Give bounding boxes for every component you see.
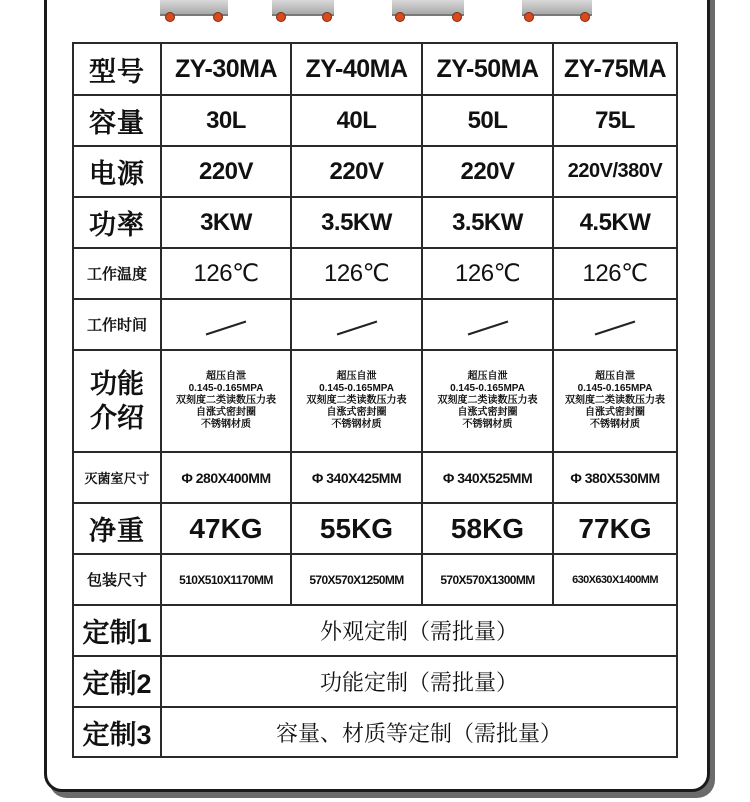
function-line: 双刻度二类读数压力表 [176, 395, 276, 406]
label-function [73, 350, 161, 452]
label-model: 型号 [73, 43, 161, 95]
work-time-4 [553, 299, 677, 350]
power-supply-3: 220V [422, 146, 553, 197]
dash-icon [336, 320, 377, 335]
row-chamber-size [73, 452, 677, 503]
row-model [73, 43, 677, 95]
wheel-icon [165, 12, 175, 22]
chamber-size-1: Φ 280X400MM [161, 452, 291, 503]
function-2 [291, 350, 422, 452]
capacity-4: 75L [553, 95, 677, 146]
wheel-icon [276, 12, 286, 22]
model-1: ZY-30MA [161, 43, 291, 95]
custom-1-text: 外观定制（需批量） [161, 605, 677, 656]
function-line: 自涨式密封圈 [457, 407, 518, 418]
power-1: 3KW [161, 197, 291, 248]
function-line: 双刻度二类读数压力表 [437, 395, 538, 406]
power-supply-1: 220V [161, 146, 291, 197]
capacity-1: 30L [161, 95, 291, 146]
chamber-size-2: Φ 340X425MM [291, 452, 422, 503]
custom-2-text: 功能定制（需批量） [161, 656, 677, 707]
work-temp-1: 126℃ [161, 248, 291, 299]
function-line: 超压自泄 [467, 371, 508, 382]
function-line: 超压自泄 [595, 371, 635, 382]
custom-3-text: 容量、材质等定制（需批量） [161, 707, 677, 757]
capacity-3: 50L [422, 95, 553, 146]
chamber-size-3: Φ 340X525MM [422, 452, 553, 503]
model-4: ZY-75MA [553, 43, 677, 95]
function-3 [422, 350, 553, 452]
label-net-weight: 净重 [73, 503, 161, 554]
wheel-icon [580, 12, 590, 22]
work-time-2 [291, 299, 422, 350]
function-line: 双刻度二类读数压力表 [306, 395, 407, 406]
function-line: 自涨式密封圈 [585, 407, 645, 418]
capacity-2: 40L [291, 95, 422, 146]
label-package-size: 包装尺寸 [73, 554, 161, 605]
label-capacity: 容量 [73, 95, 161, 146]
power-supply-4: 220V/380V [553, 146, 677, 197]
function-line: 不锈钢材质 [331, 419, 382, 430]
function-line: 不锈钢材质 [462, 419, 513, 430]
row-work-temp [73, 248, 677, 299]
package-size-2: 570X570X1250MM [291, 554, 422, 605]
work-time-1 [161, 299, 291, 350]
chamber-size-4: Φ 380X530MM [553, 452, 677, 503]
label-function-line1: 功能 [90, 369, 144, 399]
function-text [423, 371, 552, 431]
dash-icon [595, 320, 636, 335]
wheel-icon [322, 12, 332, 22]
function-line: 0.145-0.165MPA [577, 383, 653, 394]
spec-table [72, 42, 678, 758]
work-temp-4: 126℃ [553, 248, 677, 299]
power-2: 3.5KW [291, 197, 422, 248]
package-size-3: 570X570X1300MM [422, 554, 553, 605]
function-text [292, 371, 421, 431]
function-1 [161, 350, 291, 452]
row-custom-2 [73, 656, 677, 707]
model-3: ZY-50MA [422, 43, 553, 95]
label-chamber-size: 灭菌室尺寸 [73, 452, 161, 503]
function-line: 不锈钢材质 [201, 419, 251, 430]
power-supply-2: 220V [291, 146, 422, 197]
net-weight-3: 58KG [422, 503, 553, 554]
label-custom-1: 定制1 [73, 605, 161, 656]
label-function-line2: 介绍 [90, 403, 144, 433]
power-3: 3.5KW [422, 197, 553, 248]
dash-icon [467, 320, 508, 335]
wheel-icon [395, 12, 405, 22]
row-work-time [73, 299, 677, 350]
model-2: ZY-40MA [291, 43, 422, 95]
wheel-icon [524, 12, 534, 22]
label-power: 功率 [73, 197, 161, 248]
label-work-time: 工作时间 [73, 299, 161, 350]
row-power-supply [73, 146, 677, 197]
dash-icon [206, 320, 247, 335]
work-time-3 [422, 299, 553, 350]
row-function [73, 350, 677, 452]
row-net-weight [73, 503, 677, 554]
function-line: 超压自泄 [336, 371, 377, 382]
function-line: 0.145-0.165MPA [319, 383, 394, 394]
function-line: 不锈钢材质 [590, 419, 640, 430]
net-weight-1: 47KG [161, 503, 291, 554]
function-line: 0.145-0.165MPA [188, 383, 264, 394]
function-line: 超压自泄 [206, 371, 246, 382]
net-weight-2: 55KG [291, 503, 422, 554]
package-size-4: 630X630X1400MM [553, 554, 677, 605]
label-custom-2: 定制2 [73, 656, 161, 707]
work-temp-3: 126℃ [422, 248, 553, 299]
function-line: 自涨式密封圈 [326, 407, 387, 418]
function-line: 0.145-0.165MPA [450, 383, 525, 394]
label-power-supply: 电源 [73, 146, 161, 197]
product-images-strip [0, 0, 750, 22]
power-4: 4.5KW [553, 197, 677, 248]
function-line: 双刻度二类读数压力表 [565, 395, 665, 406]
net-weight-4: 77KG [553, 503, 677, 554]
row-capacity [73, 95, 677, 146]
row-custom-1 [73, 605, 677, 656]
label-custom-3: 定制3 [73, 707, 161, 757]
work-temp-2: 126℃ [291, 248, 422, 299]
wheel-icon [452, 12, 462, 22]
function-4 [553, 350, 677, 452]
label-work-temp: 工作温度 [73, 248, 161, 299]
row-package-size [73, 554, 677, 605]
function-text [162, 371, 290, 431]
package-size-1: 510X510X1170MM [161, 554, 291, 605]
wheel-icon [213, 12, 223, 22]
function-text [554, 371, 676, 431]
function-line: 自涨式密封圈 [196, 407, 256, 418]
row-custom-3 [73, 707, 677, 757]
row-power [73, 197, 677, 248]
